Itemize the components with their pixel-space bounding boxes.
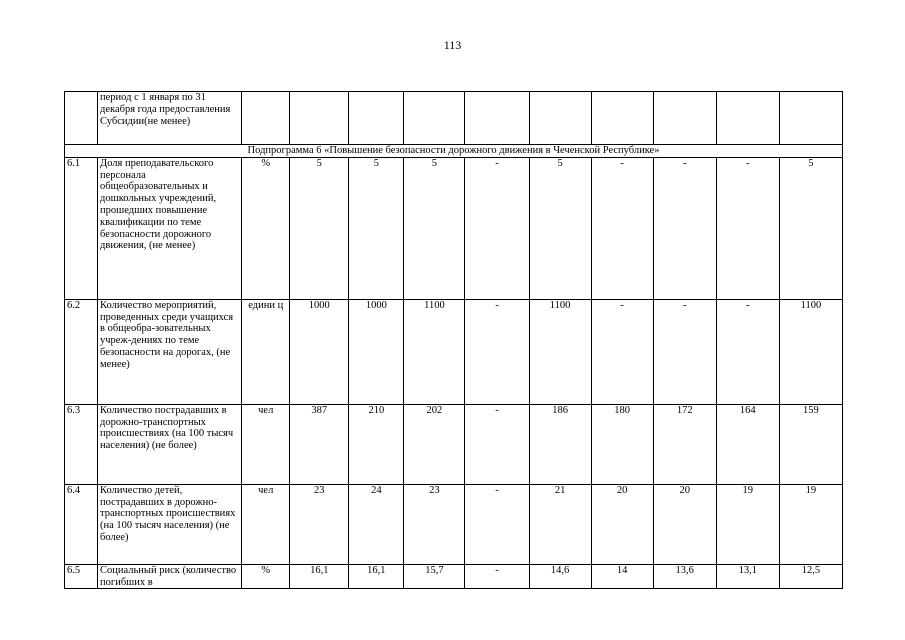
cell-value: 12,5 bbox=[779, 564, 842, 589]
cell-value: 387 bbox=[290, 404, 349, 484]
cell-value: 13,6 bbox=[653, 564, 716, 589]
indicators-table bbox=[64, 91, 843, 589]
cell-unit: чел bbox=[242, 404, 290, 484]
cell-value: 5 bbox=[349, 157, 404, 299]
subprogram-header-row bbox=[65, 145, 843, 158]
cell-unit: едини ц bbox=[242, 299, 290, 404]
cell-value: 5 bbox=[404, 157, 465, 299]
cell-name: Количество детей, пострадавших в дорожно-транспортных происшествиях (на 100 тысяч населения) (не более) bbox=[98, 484, 242, 564]
cell-value: 23 bbox=[404, 484, 465, 564]
cell-value bbox=[779, 92, 842, 145]
cell-value: 16,1 bbox=[349, 564, 404, 589]
cell-value: 5 bbox=[290, 157, 349, 299]
cell-value: - bbox=[716, 299, 779, 404]
cell-value: - bbox=[653, 157, 716, 299]
cell-value bbox=[591, 92, 653, 145]
cell-value: - bbox=[591, 299, 653, 404]
cell-value: - bbox=[465, 564, 529, 589]
table-row bbox=[65, 299, 843, 404]
cell-value: 1000 bbox=[290, 299, 349, 404]
cell-value: 15,7 bbox=[404, 564, 465, 589]
cell-value: 24 bbox=[349, 484, 404, 564]
cell-value: - bbox=[465, 484, 529, 564]
subprogram-title: Подпрограмма 6 «Повышение безопасности дорожного движения в Чеченской Республике» bbox=[65, 145, 843, 158]
cell-name: период с 1 января по 31 декабря года предоставления Субсидии(не менее) bbox=[98, 92, 242, 145]
cell-value: - bbox=[653, 299, 716, 404]
cell-name: Количество пострадавших в дорожно-транспортных происшествиях (на 100 тысяч населения) (не более) bbox=[98, 404, 242, 484]
cell-value: - bbox=[465, 299, 529, 404]
cell-value: 20 bbox=[591, 484, 653, 564]
cell-value: 5 bbox=[529, 157, 591, 299]
cell-value: 180 bbox=[591, 404, 653, 484]
table-row bbox=[65, 157, 843, 299]
cell-num: 6.4 bbox=[65, 484, 98, 564]
table-row bbox=[65, 484, 843, 564]
cell-name: Количество мероприятий, проведенных среди учащихся в общеобра-зовательных учреж-дениях по теме безопасности на дорогах, (не менее) bbox=[98, 299, 242, 404]
cell-unit: % bbox=[242, 157, 290, 299]
cell-value: - bbox=[716, 157, 779, 299]
cell-value bbox=[529, 92, 591, 145]
cell-value: 16,1 bbox=[290, 564, 349, 589]
cell-value bbox=[404, 92, 465, 145]
cell-value: 1100 bbox=[779, 299, 842, 404]
cell-unit bbox=[242, 92, 290, 145]
cell-num: 6.1 bbox=[65, 157, 98, 299]
cell-num bbox=[65, 92, 98, 145]
cell-unit: чел bbox=[242, 484, 290, 564]
cell-value: 20 bbox=[653, 484, 716, 564]
cell-num: 6.2 bbox=[65, 299, 98, 404]
cell-value: 210 bbox=[349, 404, 404, 484]
cell-value: 13,1 bbox=[716, 564, 779, 589]
cell-value: 19 bbox=[716, 484, 779, 564]
cell-value bbox=[653, 92, 716, 145]
cell-value: 14,6 bbox=[529, 564, 591, 589]
cell-value: 21 bbox=[529, 484, 591, 564]
cell-value: - bbox=[465, 157, 529, 299]
cell-value bbox=[465, 92, 529, 145]
cell-value bbox=[349, 92, 404, 145]
cell-value: - bbox=[591, 157, 653, 299]
cell-num: 6.5 bbox=[65, 564, 98, 589]
cell-value: 172 bbox=[653, 404, 716, 484]
cell-unit: % bbox=[242, 564, 290, 589]
cell-value: 164 bbox=[716, 404, 779, 484]
cell-value: 1100 bbox=[529, 299, 591, 404]
cell-value: 159 bbox=[779, 404, 842, 484]
table-row bbox=[65, 404, 843, 484]
table-row bbox=[65, 564, 843, 589]
cell-value bbox=[290, 92, 349, 145]
cell-value: 23 bbox=[290, 484, 349, 564]
cell-value: 5 bbox=[779, 157, 842, 299]
cell-value: 19 bbox=[779, 484, 842, 564]
cell-num: 6.3 bbox=[65, 404, 98, 484]
cell-value: - bbox=[465, 404, 529, 484]
cell-value: 14 bbox=[591, 564, 653, 589]
cell-value: 1100 bbox=[404, 299, 465, 404]
cell-name: Социальный риск (количество погибших в bbox=[98, 564, 242, 589]
cell-name: Доля преподавательского персонала общеобразовательных и дошкольных учреждений, прошедших повышение квалификации по теме безопасности дорожного движения, (не менее) bbox=[98, 157, 242, 299]
cell-value bbox=[716, 92, 779, 145]
page-number: 113 bbox=[443, 38, 462, 52]
table-row-continuation bbox=[65, 92, 843, 145]
cell-value: 186 bbox=[529, 404, 591, 484]
cell-value: 1000 bbox=[349, 299, 404, 404]
cell-value: 202 bbox=[404, 404, 465, 484]
